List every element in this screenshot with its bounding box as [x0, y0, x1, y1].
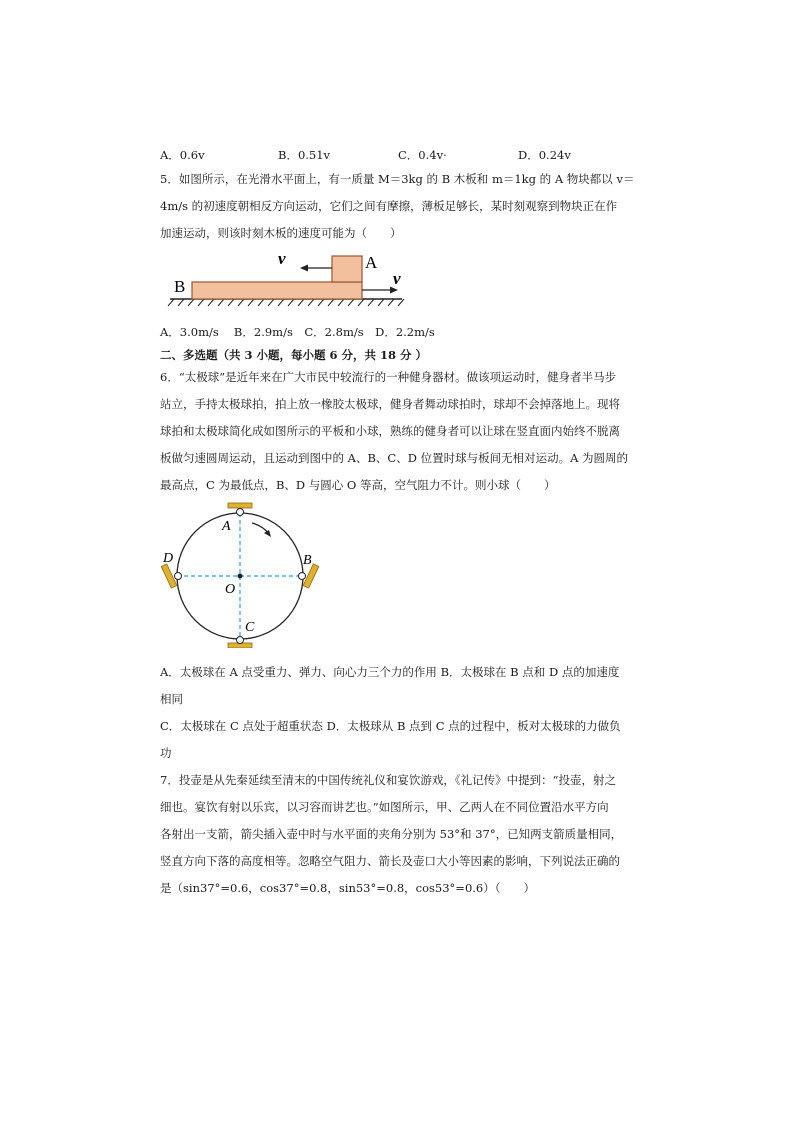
section-2-heading: 二、多选题（共 3 小题，每小题 6 分，共 18 分 ）	[160, 348, 428, 362]
q6-option-line-1: A．太极球在 A 点受重力、弹力、向心力三个力的作用 B．太极球在 B 点和 D 点的加速度	[160, 665, 620, 679]
q6-option-line-3: C．太极球在 C 点处于超重状态 D．太极球从 B 点到 C 点的过程中，板对太极球的力做负	[160, 719, 621, 733]
q6-line-3: 球拍和太极球简化成如图所示的平板和小球，熟练的健身者可以让球在竖直面内始终不脱离	[160, 424, 620, 438]
q6-line-4: 板做匀速圆周运动，且运动到图中的 A、B、C、D 位置时球与板间无相对运动。A 为圆周的	[160, 451, 629, 465]
q5-figure	[160, 246, 410, 308]
ground-hatching	[168, 299, 404, 306]
q5-line-2: 4m/s 的初速度朝相反方向运动，它们之间有摩擦，薄板足够长，某时刻观察到物块正在作	[160, 199, 618, 213]
q4-option-d: D．0.24v	[518, 148, 571, 162]
label-a: A	[222, 519, 231, 534]
q7-line-5: 是（sin37°=0.6，cos37°=0.8，sin53°=0.8，cos53°=0.6）（ ）	[160, 881, 535, 895]
q6-figure	[155, 500, 330, 648]
label-v-left: v	[278, 249, 286, 268]
q5-line-1: 5．如图所示，在光滑水平面上，有一质量 M＝3kg 的 B 木板和 m＝1kg 的 A 物块都以 v＝	[160, 172, 635, 186]
ball-b	[299, 573, 306, 580]
label-v-right: v	[393, 269, 401, 288]
label-b: B	[303, 553, 312, 568]
q5-options: A．3.0m/s B．2.9m/s C．2.8m/s D．2.2m/s	[160, 325, 435, 339]
q5-line-3: 加速运动，则该时刻木板的速度可能为（ ）	[160, 226, 402, 240]
label-d: D	[163, 551, 174, 566]
q6-line-2: 站立，手持太极球拍，拍上放一橡胶太极球，健身者舞动球拍时，球却不会掉落地上。现将	[160, 397, 620, 411]
q7-line-3: 各射出一支箭，箭尖插入壶中时与水平面的夹角分别为 53°和 37°，已知两支箭质量相同，	[160, 827, 623, 841]
arrow-left-head	[300, 265, 308, 272]
board-b	[192, 282, 362, 299]
rotation-arrow-head	[264, 530, 271, 537]
q6-option-line-2: 相同	[160, 692, 183, 706]
label-o: O	[225, 582, 236, 597]
q6-line-5: 最高点，C 为最低点，B、D 与圆心 O 等高，空气阻力不计。则小球（ ）	[160, 478, 556, 492]
q6-line-1: 6．“太极球”是近年来在广大市民中较流行的一种健身器材。做该项运动时，健身者半马步	[160, 370, 617, 384]
ball-a	[237, 509, 244, 516]
q4-option-a: A．0.6v	[160, 148, 205, 162]
q7-line-4: 竖直方向下落的高度相等。忽略空气阻力、箭长及壶口大小等因素的影响，下列说法正确的	[160, 854, 620, 868]
paddle-a	[228, 503, 252, 508]
q7-line-2: 细也。宴饮有射以乐宾，以习容而讲艺也。”如图所示，甲、乙两人在不同位置沿水平方向	[160, 800, 609, 814]
q7-line-1: 7．投壶是从先秦延续至清末的中国传统礼仪和宴饮游戏，《礼记传》中提到：“投壶，射之	[160, 773, 616, 787]
block-a	[332, 256, 362, 282]
q4-option-b: B．0.51v	[278, 148, 331, 162]
ball-c	[237, 637, 244, 644]
ball-d	[175, 573, 182, 580]
label-c: C	[245, 620, 255, 635]
label-a: A	[365, 253, 378, 272]
label-b: B	[174, 277, 186, 296]
q6-option-line-4: 功	[160, 746, 172, 760]
q4-option-c: C．0.4v·	[398, 148, 447, 162]
center-o	[238, 574, 243, 579]
